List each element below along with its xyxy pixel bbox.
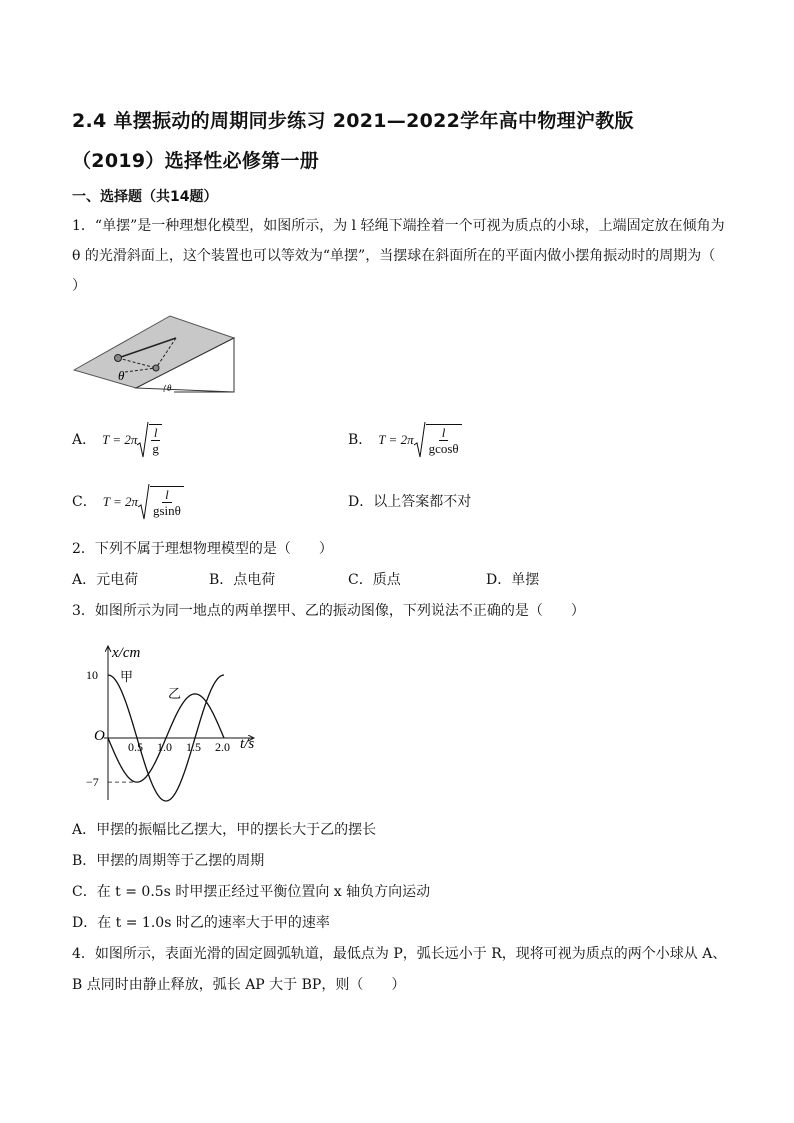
q3-option-d[interactable]: D．在 t = 1.0s 时乙的速率大于甲的速率	[72, 915, 330, 931]
option-b-lhs: T = 2π	[378, 432, 414, 447]
sqrt-icon	[414, 421, 426, 459]
sqrt-icon	[138, 483, 150, 521]
x-tick-label: 0.5	[128, 740, 143, 754]
section-heading: 一、选择题（共14题）	[72, 189, 218, 205]
option-b-fraction: $\frac{l}{gcos\theta}$	[426, 424, 462, 456]
incline-angle-label: θ	[167, 383, 172, 393]
q3-option-a[interactable]: A．甲摆的振幅比乙摆大，甲的摆长大于乙的摆长	[72, 822, 377, 838]
q1-incline-figure	[70, 312, 240, 396]
q3-option-b[interactable]: B．甲摆的周期等于乙摆的周期	[72, 853, 265, 869]
q2-option-c[interactable]: C．质点	[348, 572, 401, 588]
x-tick-label: 2.0	[215, 740, 230, 754]
q1-stem-line3: ）	[72, 278, 86, 294]
q2-option-a[interactable]: A．元电荷	[72, 572, 139, 588]
sqrt-icon	[137, 421, 149, 459]
q2-stem: 2．下列不属于理想物理模型的是（ ）	[72, 541, 333, 557]
q1-stem-line1: 1．“单摆”是一种理想化模型，如图所示，为 l 轻绳下端拴着一个可视为质点的小球，上端固定放在倾角为	[72, 218, 725, 234]
q1-option-c[interactable]	[72, 482, 184, 522]
q2-option-b[interactable]: B．点电荷	[209, 572, 276, 588]
document-title-line1: 2.4 单摆振动的周期同步练习 2021—2022学年高中物理沪教版	[72, 110, 634, 132]
series-jia-label: 甲	[120, 669, 134, 684]
q3-option-c[interactable]: C．在 t = 0.5s 时甲摆正经过平衡位置向 x 轴负方向运动	[72, 884, 431, 900]
svg-text:θ: θ	[118, 368, 125, 383]
q1-option-a[interactable]	[72, 420, 162, 460]
q1-stem-line2: θ 的光滑斜面上，这个装置也可以等效为“单摆”，当摆球在斜面所在的平面内做小摆角振动时的周期为（	[72, 248, 716, 264]
y-axis-label: x/cm	[112, 645, 141, 661]
x-tick-label: 1.0	[157, 740, 172, 754]
series-yi-label: 乙	[168, 686, 182, 701]
option-c-fraction: $\frac{l}{gsin\theta}$	[150, 486, 184, 518]
q2-option-d[interactable]: D．单摆	[486, 572, 540, 588]
q1-option-b[interactable]	[348, 420, 462, 460]
q3-vibration-graph	[82, 640, 272, 802]
q3-stem: 3．如图所示为同一地点的两单摆甲、乙的振动图像，下列说法不正确的是（ ）	[72, 603, 585, 619]
option-a-lhs: T = 2π	[102, 432, 138, 447]
y-tick-label: 10	[86, 668, 98, 682]
option-c-lhs: T = 2π	[102, 494, 138, 509]
q4-stem-line1: 4．如图所示，表面光滑的固定圆弧轨道，最低点为 P，弧长远小于 R，现将可视为质点的两个小球从 A、	[72, 946, 727, 962]
q1-option-d[interactable]: D．以上答案都不对	[348, 494, 472, 510]
option-b-label: B．	[348, 432, 373, 448]
x-axis-label: t/s	[240, 736, 255, 752]
option-a-label: A．	[72, 432, 97, 448]
x-tick-label: 1.5	[186, 740, 201, 754]
option-a-fraction: $\frac{l}{g}$	[149, 424, 162, 456]
document-title-line2: （2019）选择性必修第一册	[72, 150, 320, 172]
origin-label: O	[94, 728, 105, 744]
y-tick-label: −7	[86, 775, 99, 790]
q4-stem-line2: B 点同时由静止释放，弧长 AP 大于 BP，则（ ）	[72, 977, 406, 993]
option-c-label: C．	[72, 494, 97, 510]
